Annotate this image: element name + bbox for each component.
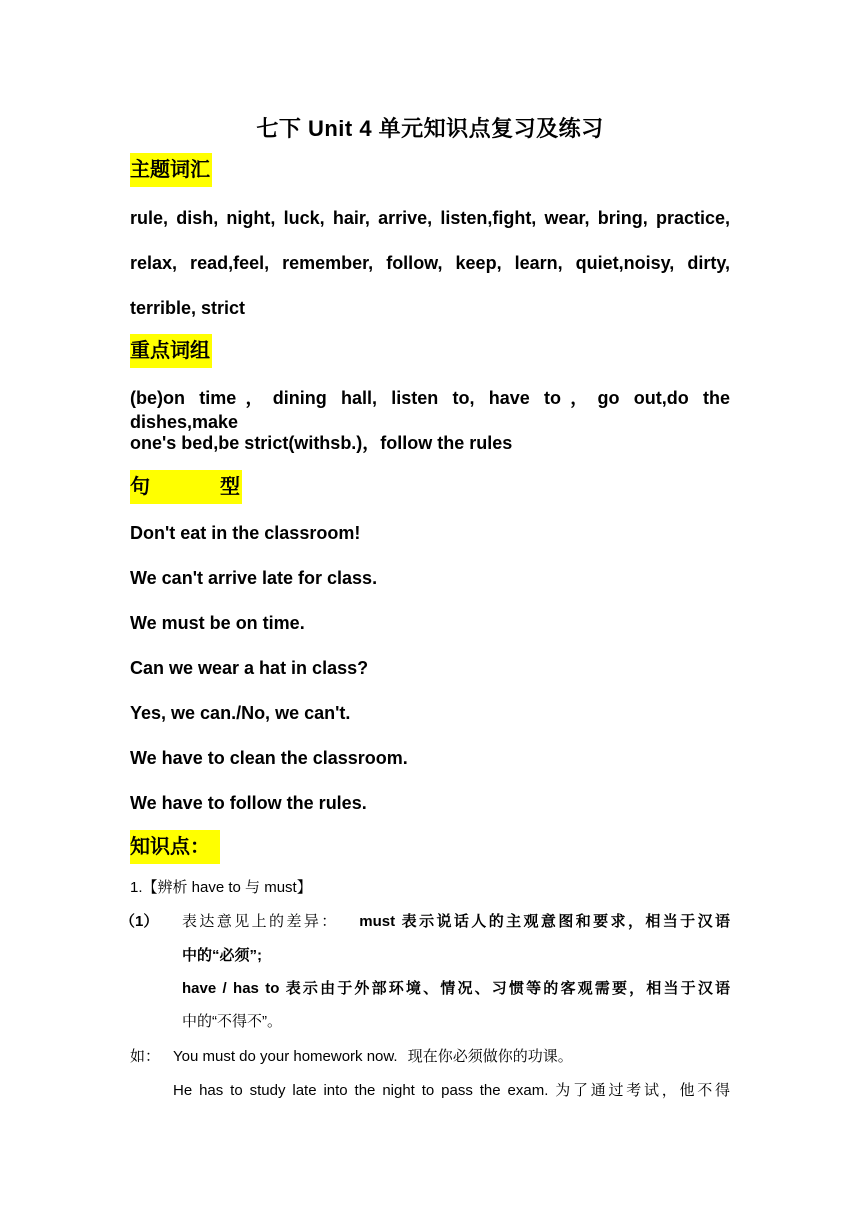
sub-item-label: 表达意见上的差异： <box>182 913 339 930</box>
sentences-heading-right: 型 <box>220 476 240 498</box>
example-1-english: You must do your homework now. <box>173 1048 398 1065</box>
sentence-1: Don't eat in the classroom! <box>130 523 361 543</box>
sentence-7: We have to follow the rules. <box>130 793 367 813</box>
example-label: 如： <box>130 1048 161 1065</box>
vocab-line-1: rule, dish, night, luck, hair, arrive, listen,fight, wear, bring, practice, <box>130 208 730 228</box>
phrases-line-1: (be)on time，dining hall, listen to, have to，go out,do the dishes,make <box>130 388 730 432</box>
vocab-line-2: relax, read,feel, remember, follow, keep, learn, quiet,noisy, dirty, <box>130 253 730 273</box>
example-2 <box>173 1080 730 1102</box>
page-title: 七下 Unit 4 单元知识点复习及练习 <box>256 116 604 141</box>
phrases-heading: 重点词组 <box>130 334 212 368</box>
vocab-heading: 主题词汇 <box>130 153 212 187</box>
sentences-heading <box>130 470 242 504</box>
sub-item-number: （1） <box>120 913 159 930</box>
have-to-description: 表示由于外部环境、情况、习惯等的客观需要，相当于汉语 <box>285 980 730 997</box>
sentence-3: We must be on time. <box>130 613 305 633</box>
phrases-line-2: one's bed,be strict(withsb.)，follow the rules <box>130 433 513 453</box>
knowledge-heading: 知识点： <box>130 830 220 864</box>
sentence-5: Yes, we can./No, we can't. <box>130 703 351 723</box>
sub-item-line-4: 中的“不得不”。 <box>182 1013 282 1030</box>
sentence-4: Can we wear a hat in class? <box>130 658 369 678</box>
example-2-chinese: 为了通过考试，他不得 <box>555 1082 730 1099</box>
example-1-chinese: 现在你必须做你的功课。 <box>407 1048 573 1065</box>
vocab-line-3: terrible, strict <box>130 298 246 318</box>
sentence-6: We have to clean the classroom. <box>130 748 408 768</box>
have-to-keyword: have / has to <box>182 980 280 997</box>
must-description: 表示说话人的主观意图和要求，相当于汉语 <box>401 913 730 930</box>
sub-item-line-1 <box>182 911 730 933</box>
must-keyword: must <box>359 913 396 930</box>
sentence-2: We can't arrive late for class. <box>130 568 378 588</box>
example-1 <box>173 1046 573 1068</box>
sub-item-line-2: 中的“必须”; <box>182 947 262 964</box>
knowledge-item-1-title: 1.【辨析 have to 与 must】 <box>130 879 312 896</box>
sentences-heading-left: 句 <box>130 476 150 498</box>
sub-item-line-3 <box>182 978 730 1000</box>
example-2-english: He has to study late into the night to pass the exam. <box>173 1082 549 1099</box>
